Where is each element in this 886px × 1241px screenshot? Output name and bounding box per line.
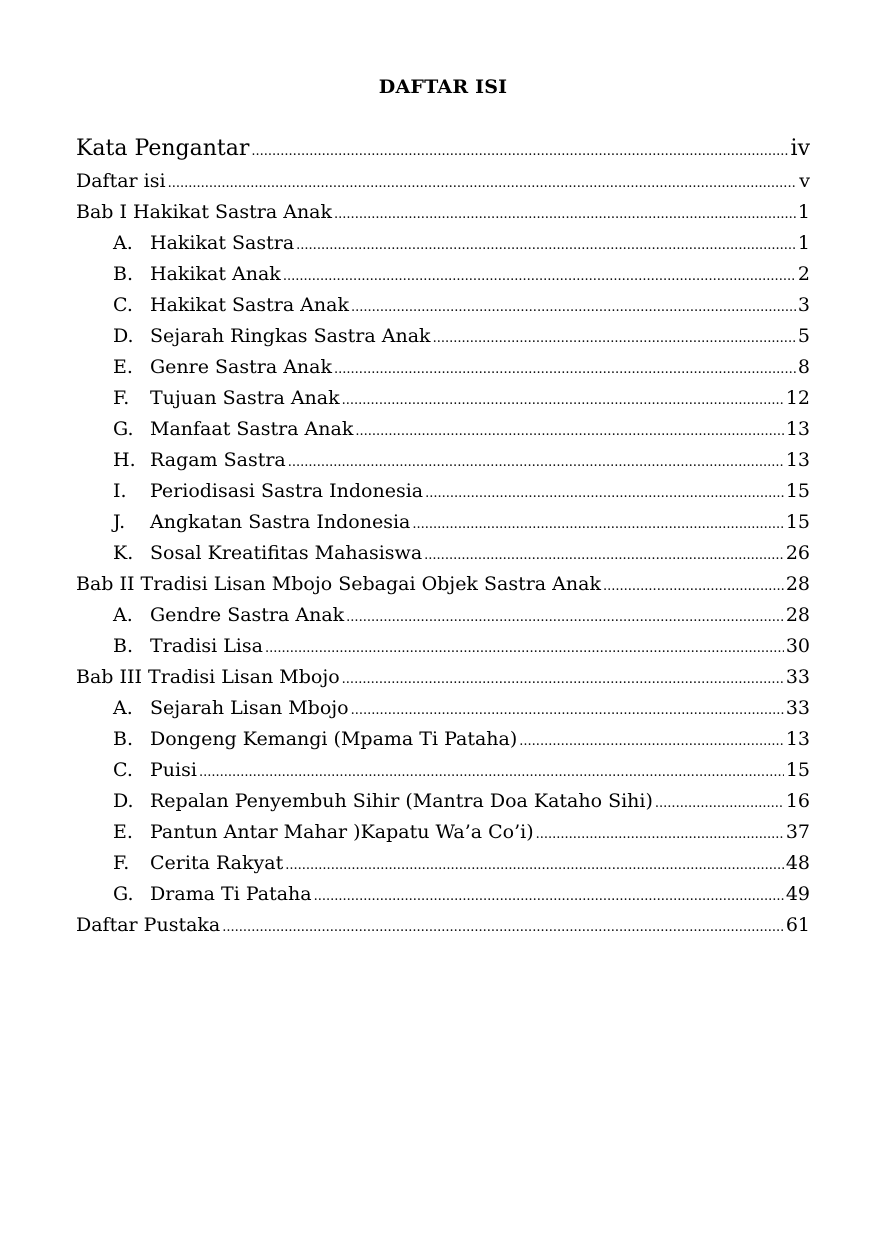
dot-leader bbox=[342, 673, 784, 686]
toc-entry-letter: B. bbox=[113, 263, 134, 285]
dot-leader bbox=[425, 487, 784, 500]
toc-subentry bbox=[76, 786, 810, 817]
toc-subentry bbox=[76, 848, 810, 879]
toc-entry-page: 28 bbox=[785, 573, 810, 595]
dot-leader bbox=[433, 332, 796, 345]
dot-leader bbox=[314, 890, 784, 903]
table-of-contents bbox=[76, 131, 810, 941]
toc-entry-letter: J. bbox=[113, 511, 126, 533]
toc-entry-page: v bbox=[799, 170, 810, 192]
toc-entry-page: 30 bbox=[785, 635, 810, 657]
toc-subentry bbox=[76, 693, 810, 724]
toc-entry-label: Manfaat Sastra Anak bbox=[150, 418, 354, 440]
toc-entry-page: 15 bbox=[785, 480, 810, 502]
toc-entry-label: Periodisasi Sastra Indonesia bbox=[150, 480, 424, 502]
dot-leader bbox=[346, 611, 784, 624]
toc-entry-page: iv bbox=[790, 136, 810, 161]
toc-subentry bbox=[76, 290, 810, 321]
toc-subentry bbox=[76, 724, 810, 755]
toc-entry-page: 3 bbox=[797, 294, 810, 316]
dot-leader bbox=[355, 425, 783, 438]
toc-entry-label: Cerita Rakyat bbox=[150, 852, 284, 874]
dot-leader bbox=[603, 580, 784, 593]
toc-entry-label: Tujuan Sastra Anak bbox=[150, 387, 340, 409]
toc-entry-kata-pengantar bbox=[76, 131, 810, 166]
toc-entry-label: Angkatan Sastra Indonesia bbox=[150, 511, 411, 533]
toc-subentry bbox=[76, 631, 810, 662]
toc-entry-page: 15 bbox=[785, 511, 810, 533]
dot-leader bbox=[536, 828, 784, 841]
toc-entry-page: 13 bbox=[785, 728, 810, 750]
toc-entry-label: Hakikat Anak bbox=[150, 263, 281, 285]
toc-entry-letter: D. bbox=[113, 790, 134, 812]
toc-entry-label: Ragam Sastra bbox=[150, 449, 286, 471]
toc-entry-page: 1 bbox=[797, 201, 810, 223]
toc-subentry bbox=[76, 600, 810, 631]
dot-leader bbox=[334, 363, 796, 376]
toc-entry-daftar-pustaka bbox=[76, 910, 810, 941]
toc-entry-letter: E. bbox=[113, 821, 133, 843]
toc-entry-letter: I. bbox=[113, 480, 127, 502]
dot-leader bbox=[424, 549, 784, 562]
toc-entry-page: 13 bbox=[785, 418, 810, 440]
toc-subentry bbox=[76, 879, 810, 910]
toc-entry-letter: E. bbox=[113, 356, 133, 378]
dot-leader bbox=[285, 859, 784, 872]
toc-subentry bbox=[76, 259, 810, 290]
toc-subentry bbox=[76, 476, 810, 507]
toc-subentry bbox=[76, 352, 810, 383]
toc-entry-label: Sosal Kreatifitas Mahasiswa bbox=[150, 542, 423, 564]
toc-entry-letter: C. bbox=[113, 294, 133, 316]
toc-entry-label: Repalan Penyembuh Sihir (Mantra Doa Kataho Sihi) bbox=[150, 790, 653, 812]
toc-entry-letter: G. bbox=[113, 883, 134, 905]
dot-leader bbox=[222, 921, 784, 934]
toc-entry-daftar-isi bbox=[76, 166, 810, 197]
toc-chapter-bab-3 bbox=[76, 662, 810, 693]
dot-leader bbox=[351, 301, 796, 314]
toc-subentry bbox=[76, 507, 810, 538]
toc-entry-page: 37 bbox=[785, 821, 810, 843]
dot-leader bbox=[265, 642, 784, 655]
toc-entry-letter: B. bbox=[113, 635, 134, 657]
toc-entry-label: Genre Sastra Anak bbox=[150, 356, 333, 378]
toc-entry-page: 28 bbox=[785, 604, 810, 626]
dot-leader bbox=[168, 177, 798, 190]
toc-entry-letter: G. bbox=[113, 418, 134, 440]
toc-entry-page: 33 bbox=[785, 697, 810, 719]
toc-entry-label: Puisi bbox=[150, 759, 197, 781]
toc-entry-page: 61 bbox=[785, 914, 810, 936]
toc-subentry bbox=[76, 445, 810, 476]
dot-leader bbox=[351, 704, 784, 717]
toc-subentry bbox=[76, 755, 810, 786]
toc-entry-page: 49 bbox=[785, 883, 810, 905]
toc-entry-label: Dongeng Kemangi (Mpama Ti Pataha) bbox=[150, 728, 518, 750]
toc-subentry bbox=[76, 538, 810, 569]
toc-subentry bbox=[76, 383, 810, 414]
toc-entry-letter: K. bbox=[113, 542, 134, 564]
toc-entry-letter: F. bbox=[113, 387, 130, 409]
dot-leader bbox=[283, 270, 796, 283]
toc-subentry bbox=[76, 817, 810, 848]
page-title: DAFTAR ISI bbox=[378, 76, 508, 98]
toc-entry-label: Kata Pengantar bbox=[76, 136, 250, 161]
toc-entry-label: Pantun Antar Mahar )Kapatu Wa’a Co’i) bbox=[150, 821, 534, 843]
toc-entry-page: 33 bbox=[785, 666, 810, 688]
toc-entry-page: 5 bbox=[797, 325, 810, 347]
toc-entry-page: 15 bbox=[785, 759, 810, 781]
toc-subentry bbox=[76, 228, 810, 259]
toc-entry-letter: H. bbox=[113, 449, 136, 471]
toc-entry-page: 2 bbox=[797, 263, 810, 285]
dot-leader bbox=[342, 394, 784, 407]
toc-entry-page: 16 bbox=[785, 790, 810, 812]
toc-entry-label: Gendre Sastra Anak bbox=[150, 604, 345, 626]
dot-leader bbox=[655, 797, 784, 810]
toc-entry-label: Sejarah Ringkas Sastra Anak bbox=[150, 325, 431, 347]
toc-entry-label: Hakikat Sastra Anak bbox=[150, 294, 349, 316]
toc-subentry bbox=[76, 414, 810, 445]
toc-chapter-bab-2 bbox=[76, 569, 810, 600]
toc-entry-label: Bab I Hakikat Sastra Anak bbox=[76, 201, 333, 223]
toc-entry-label: Drama Ti Pataha bbox=[150, 883, 312, 905]
dot-leader bbox=[519, 735, 784, 748]
dot-leader bbox=[251, 145, 788, 158]
toc-chapter-bab-1 bbox=[76, 197, 810, 228]
dot-leader bbox=[334, 208, 796, 221]
toc-entry-label: Sejarah Lisan Mbojo bbox=[150, 697, 349, 719]
toc-entry-label: Bab II Tradisi Lisan Mbojo Sebagai Objek Sastra Anak bbox=[76, 573, 601, 595]
toc-entry-letter: B. bbox=[113, 728, 134, 750]
toc-entry-label: Tradisi Lisa bbox=[150, 635, 263, 657]
toc-entry-letter: A. bbox=[113, 604, 133, 626]
toc-entry-label: Daftar Pustaka bbox=[76, 914, 221, 936]
toc-entry-label: Daftar isi bbox=[76, 170, 166, 192]
dot-leader bbox=[288, 456, 784, 469]
toc-entry-letter: D. bbox=[113, 325, 134, 347]
toc-entry-letter: C. bbox=[113, 759, 133, 781]
toc-subentry bbox=[76, 321, 810, 352]
toc-entry-letter: A. bbox=[113, 232, 133, 254]
toc-entry-page: 12 bbox=[785, 387, 810, 409]
toc-entry-page: 8 bbox=[797, 356, 810, 378]
toc-entry-label: Hakikat Sastra bbox=[150, 232, 295, 254]
toc-entry-letter: F. bbox=[113, 852, 130, 874]
toc-entry-page: 13 bbox=[785, 449, 810, 471]
dot-leader bbox=[199, 766, 784, 779]
toc-entry-page: 1 bbox=[797, 232, 810, 254]
dot-leader bbox=[412, 518, 783, 531]
toc-entry-page: 48 bbox=[785, 852, 810, 874]
toc-entry-letter: A. bbox=[113, 697, 133, 719]
toc-entry-page: 26 bbox=[785, 542, 810, 564]
dot-leader bbox=[296, 239, 796, 252]
toc-entry-label: Bab III Tradisi Lisan Mbojo bbox=[76, 666, 340, 688]
